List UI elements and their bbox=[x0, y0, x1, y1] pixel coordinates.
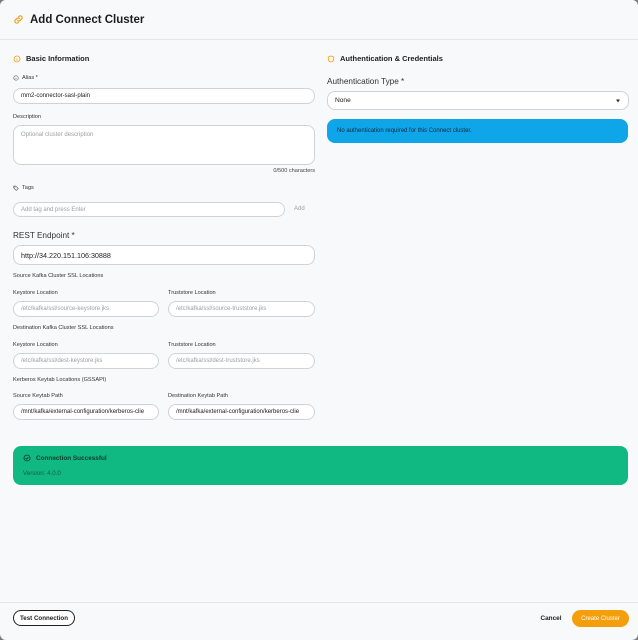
auth-type-label: Authentication Type * bbox=[327, 77, 405, 86]
dest-keystore-input[interactable]: /etc/kafka/ssl/dest-keystore.jks bbox=[13, 353, 159, 369]
create-cluster-button[interactable]: Create Cluster bbox=[572, 610, 629, 627]
dest-ssl-title: Destination Kafka Cluster SSL Locations bbox=[13, 325, 114, 331]
description-label: Description bbox=[13, 114, 41, 120]
footer-divider bbox=[0, 602, 638, 603]
description-textarea[interactable]: Optional cluster description bbox=[13, 125, 315, 165]
test-connection-button[interactable]: Test Connection bbox=[13, 610, 75, 626]
tags-label-text: Tags bbox=[22, 185, 34, 191]
dest-truststore-label: Truststore Location bbox=[168, 342, 216, 348]
source-truststore-input[interactable]: /etc/kafka/ssl/source-truststore.jks bbox=[168, 301, 315, 317]
auth-info-box: No authentication required for this Connect cluster. bbox=[327, 119, 628, 143]
source-keytab-label: Source Keytab Path bbox=[13, 393, 63, 399]
cancel-button[interactable]: Cancel bbox=[534, 610, 568, 626]
basic-info-heading bbox=[13, 54, 89, 63]
rest-endpoint-label: REST Endpoint * bbox=[13, 231, 75, 240]
connection-version bbox=[23, 470, 61, 477]
link-icon bbox=[13, 14, 24, 25]
dest-keytab-label: Destination Keytab Path bbox=[168, 393, 229, 399]
connection-status-banner bbox=[13, 446, 628, 485]
dest-truststore-input[interactable]: /etc/kafka/ssl/dest-truststore.jks bbox=[168, 353, 315, 369]
auth-heading bbox=[327, 54, 443, 63]
alias-info-icon bbox=[13, 75, 19, 81]
auth-type-select[interactable] bbox=[327, 91, 629, 110]
modal-title: Add Connect Cluster bbox=[30, 13, 145, 26]
tags-input[interactable]: Add tag and press Enter bbox=[13, 202, 285, 217]
description-char-count: 0/500 characters bbox=[273, 168, 315, 174]
shield-icon bbox=[327, 55, 335, 63]
basic-info-title: Basic Information bbox=[26, 54, 90, 63]
kerberos-title: Kerberos Keytab Locations (GSSAPI) bbox=[13, 377, 107, 383]
version-label: Version: bbox=[23, 470, 46, 477]
auth-type-value: None bbox=[335, 97, 351, 104]
modal-header bbox=[0, 0, 638, 40]
source-keytab-input[interactable]: /mnt/kafka/external-configuration/kerberos-clie bbox=[13, 404, 159, 420]
source-keystore-input[interactable]: /etc/kafka/ssl/source-keystore.jks bbox=[13, 301, 159, 317]
source-ssl-title: Source Kafka Cluster SSL Locations bbox=[13, 273, 104, 279]
alias-input[interactable]: mm2-connector-sasl-plain bbox=[13, 88, 315, 104]
dest-keytab-input[interactable]: /mnt/kafka/external-configuration/kerberos-clie bbox=[168, 404, 315, 420]
chevron-down-icon bbox=[616, 99, 620, 102]
check-circle-icon bbox=[23, 454, 31, 462]
alias-label-text: Alias * bbox=[22, 75, 38, 81]
info-circle-icon bbox=[13, 55, 21, 63]
tag-icon bbox=[13, 185, 19, 191]
connection-status-text: Connection Successful bbox=[36, 454, 107, 462]
add-tag-button[interactable]: Add bbox=[294, 206, 305, 212]
connection-status-title bbox=[23, 454, 107, 462]
tags-label bbox=[13, 185, 34, 191]
auth-title: Authentication & Credentials bbox=[340, 54, 443, 63]
version-value: 4.0.0 bbox=[47, 470, 61, 477]
rest-endpoint-input[interactable]: http://34.220.151.106:30888 bbox=[13, 245, 315, 265]
dest-keystore-label: Keystore Location bbox=[13, 342, 58, 348]
source-truststore-label: Truststore Location bbox=[168, 290, 216, 296]
alias-label bbox=[13, 75, 38, 81]
source-keystore-label: Keystore Location bbox=[13, 290, 58, 296]
